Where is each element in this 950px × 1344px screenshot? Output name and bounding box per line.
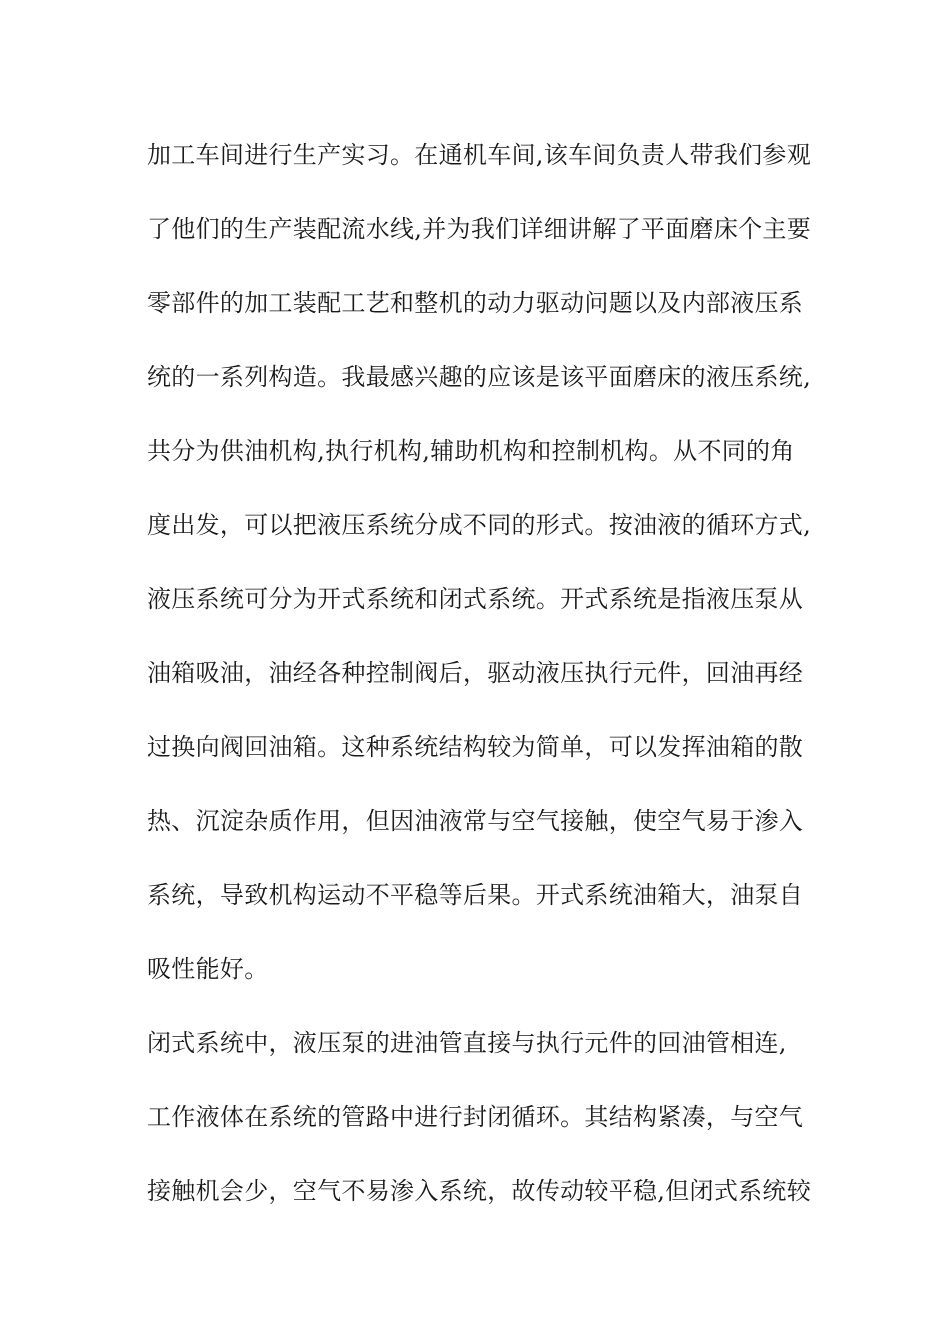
text-line: 共分为供油机构,执行机构,辅助机构和控制机构。从不同的角 <box>147 437 795 465</box>
text-line: 了他们的生产装配流水线,并为我们详细讲解了平面磨床个主要 <box>147 215 812 243</box>
text-line: 统的一系列构造。我最感兴趣的应该是该平面磨床的液压系统, <box>147 363 812 391</box>
text-line: 热、沉淀杂质作用，但因油液常与空气接触，使空气易于渗入 <box>147 807 804 835</box>
text-line: 零部件的加工装配工艺和整机的动力驱动问题以及内部液压系 <box>147 289 804 317</box>
text-line: 加工车间进行生产实习。在通机车间,该车间负责人带我们参观 <box>147 141 812 169</box>
text-line: 度出发，可以把液压系统分成不同的形式。按油液的循环方式, <box>147 511 812 539</box>
text-line: 接触机会少，空气不易渗入系统，故传动较平稳,但闭式系统较 <box>147 1177 812 1205</box>
text-line: 闭式系统中，液压泵的进油管直接与执行元件的回油管相连, <box>147 1029 787 1057</box>
text-line: 过换向阀回油箱。这种系统结构较为简单，可以发挥油箱的散 <box>147 733 804 761</box>
text-line: 液压系统可分为开式系统和闭式系统。开式系统是指液压泵从 <box>147 585 804 613</box>
text-line: 系统，导致机构运动不平稳等后果。开式系统油箱大，油泵自 <box>147 881 804 909</box>
text-line: 吸性能好。 <box>147 955 269 983</box>
text-line: 工作液体在系统的管路中进行封闭循环。其结构紧凑，与空气 <box>147 1103 804 1131</box>
text-line: 油箱吸油，油经各种控制阀后，驱动液压执行元件，回油再经 <box>147 659 804 687</box>
